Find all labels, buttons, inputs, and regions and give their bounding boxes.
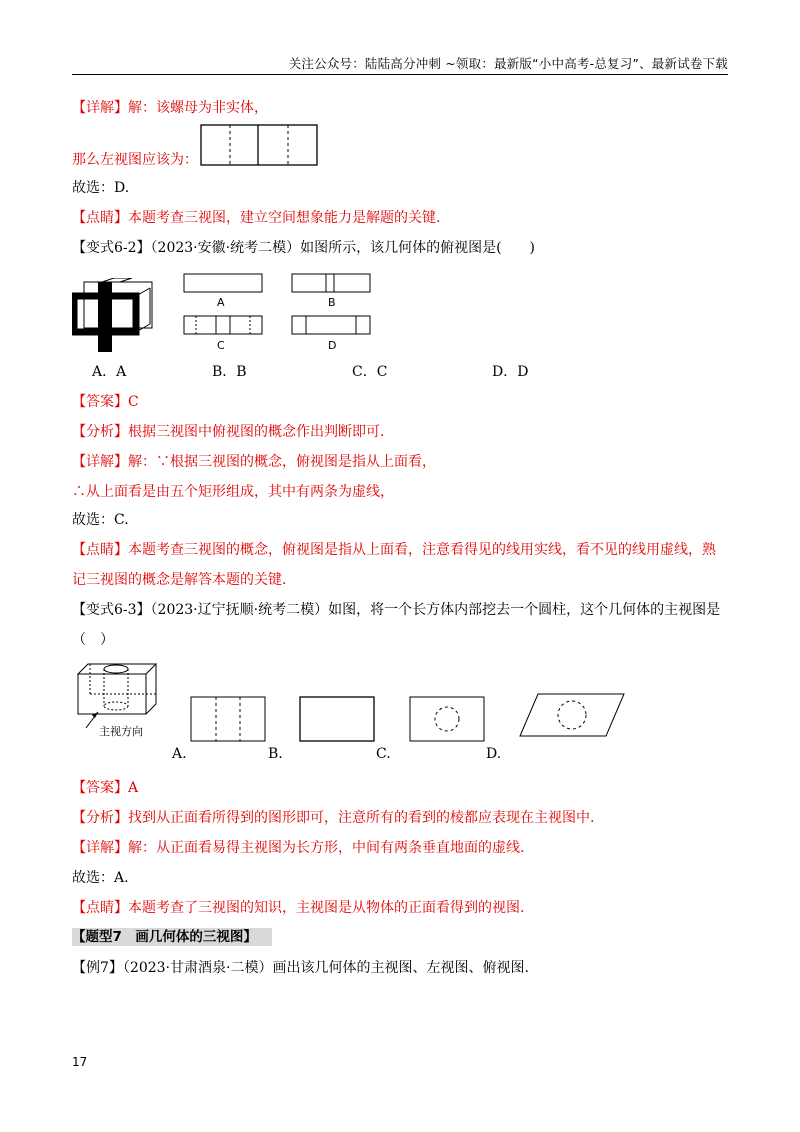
comment-line-1: 【点睛】本题考查三视图的概念，俯视图是指从上面看，注意看得见的线用实线，看不见的线用虚线，熟 bbox=[72, 542, 716, 558]
comment-line: 【点睛】本题考查了三视图的知识，主视图是从物体的正面看得到的视图. bbox=[72, 900, 525, 916]
comment-line-2: 记三视图的概念是解答本题的关键. bbox=[72, 572, 287, 588]
question-6-3-paren: （ ） bbox=[72, 632, 114, 648]
left-view-figure bbox=[200, 124, 318, 166]
fig-label-a: A bbox=[217, 296, 225, 309]
option-b[interactable]: B. bbox=[268, 746, 283, 762]
option-c[interactable]: C. bbox=[376, 746, 391, 762]
option-a[interactable]: A．A bbox=[92, 364, 127, 380]
detail-line-2: ∴从上面看是由五个矩形组成，其中有两条为虚线， bbox=[72, 484, 394, 500]
option-b[interactable]: B．B bbox=[212, 364, 247, 380]
detail-line: 【详解】解：从正面看易得主视图为长方形，中间有两条垂直地面的虚线. bbox=[72, 840, 525, 856]
detail-line: 【详解】解：该螺母为非实体， bbox=[72, 100, 268, 116]
leftview-line: 那么左视图应该为： bbox=[72, 152, 198, 168]
question-6-2: 【变式6-2】（2023·安徽·统考二模）如图所示，该几何体的俯视图是( ) bbox=[72, 240, 535, 256]
example-7: 【例7】（2023·甘肃酒泉·二模）画出该几何体的主视图、左视图、俯视图. bbox=[72, 960, 529, 976]
choose-line: 故选：A. bbox=[72, 870, 129, 886]
analysis-line: 【分析】根据三视图中俯视图的概念作出判断即可. bbox=[72, 424, 385, 440]
option-d-figure bbox=[518, 690, 626, 740]
page-number: 17 bbox=[72, 1055, 88, 1069]
choose-line: 故选：C. bbox=[72, 512, 129, 528]
fig-label-c: C bbox=[217, 339, 225, 352]
options-6-2-figure bbox=[180, 272, 380, 356]
page-header: 关注公众号：陆陆高分冲刺 ~领取：最新版“小中高考-总复习”、最新试卷下载 bbox=[72, 54, 728, 75]
direction-label: 主视方向 bbox=[99, 725, 143, 738]
fig-label-d: D bbox=[328, 339, 337, 352]
option-d[interactable]: D. bbox=[486, 746, 502, 762]
cross-solid-figure bbox=[72, 278, 156, 354]
answer-line: 【答案】A bbox=[72, 780, 139, 796]
option-a[interactable]: A. bbox=[172, 746, 187, 762]
analysis-line: 【分析】找到从正面看所得到的图形即可，注意所有的看到的棱都应表现在主视图中. bbox=[72, 810, 595, 826]
fig-label-b: B bbox=[328, 296, 336, 309]
choose-line: 故选：D. bbox=[72, 180, 130, 196]
comment-line: 【点睛】本题考查三视图，建立空间想象能力是解题的关键. bbox=[72, 210, 441, 226]
question-6-3: 【变式6-3】（2023·辽宁抚顺·统考二模）如图，将一个长方体内部挖去一个圆柱，这个几何体的主视图是 bbox=[72, 602, 721, 618]
options-6-3-figure bbox=[190, 696, 550, 744]
option-c[interactable]: C．C bbox=[352, 364, 388, 380]
option-d[interactable]: D．D bbox=[492, 364, 529, 380]
answer-line: 【答案】C bbox=[72, 394, 139, 410]
detail-line-1: 【详解】解：∵根据三视图的概念，俯视图是指从上面看， bbox=[72, 454, 436, 470]
section-heading: 【题型7 画几何体的三视图】 bbox=[72, 928, 272, 946]
